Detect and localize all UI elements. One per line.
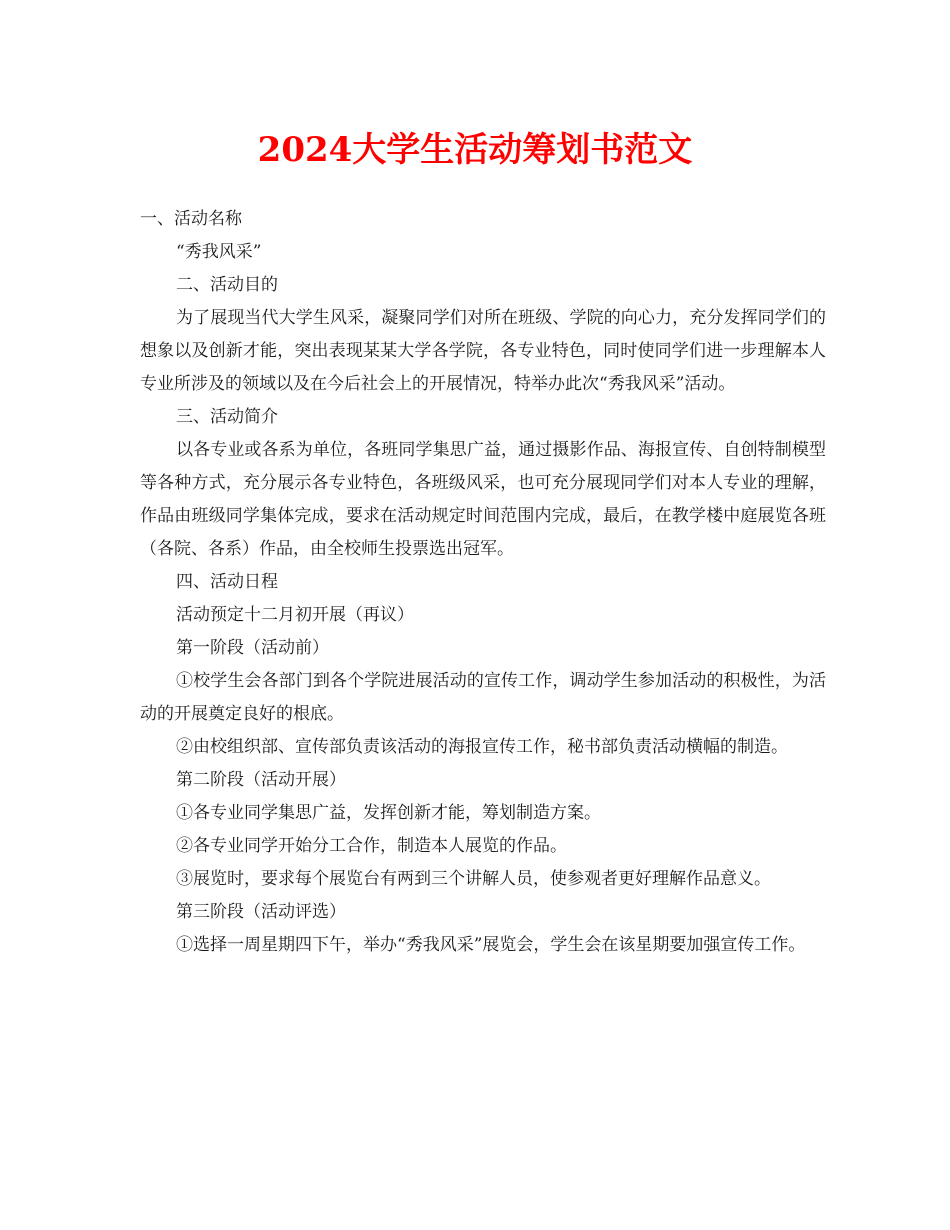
stage-one-heading: 第一阶段（活动前） — [176, 638, 329, 658]
stage-three-heading: 第三阶段（活动评选） — [176, 902, 346, 922]
stage-two-item-1: ①各专业同学集思广益，发挥创新才能，筹划制造方案。 — [176, 803, 601, 823]
activity-intro-paragraph: 以各专业或各系为单位，各班同学集思广益，通过摄影作品、海报宣传、自创特制模型等各种方式，充分展示各专业特色，各班级风采，也可充分展现同学们对本人专业的理解，作品由班级同学集体完成，要求在活动规定时间范围内完成，最后，在教学楼中庭展览各班（各院、各系）作品，由全校师生投票选出冠军。 — [140, 440, 826, 559]
activity-name-value: “秀我风采” — [176, 242, 262, 262]
stage-two-heading: 第二阶段（活动开展） — [176, 770, 346, 790]
stage-two-item-2: ②各专业同学开始分工合作，制造本人展览的作品。 — [176, 836, 567, 856]
section-heading-activity-schedule: 四、活动日程 — [176, 572, 278, 592]
schedule-note: 活动预定十二月初开展（再议） — [176, 605, 414, 625]
document-title: 2024大学生活动筹划书范文 — [257, 130, 693, 170]
section-heading-activity-name: 一、活动名称 — [140, 209, 242, 229]
stage-three-item-1: ①选择一周星期四下午，举办“秀我风采”展览会，学生会在该星期要加强宣传工作。 — [176, 935, 806, 955]
stage-two-item-3: ③展览时，要求每个展览台有两到三个讲解人员，使参观者更好理解作品意义。 — [176, 869, 771, 889]
stage-one-item-2: ②由校组织部、宣传部负责该活动的海报宣传工作，秘书部负责活动横幅的制造。 — [176, 737, 788, 757]
section-heading-activity-purpose: 二、活动目的 — [176, 275, 278, 295]
stage-one-item-1: ①校学生会各部门到各个学院进展活动的宣传工作，调动学生参加活动的积极性，为活动的开展奠定良好的根底。 — [140, 671, 826, 724]
document-body — [140, 203, 826, 962]
activity-purpose-paragraph: 为了展现当代大学生风采，凝聚同学们对所在班级、学院的向心力，充分发挥同学们的想象以及创新才能，突出表现某某大学各学院，各专业特色，同时使同学们进一步理解本人专业所涉及的领域以及在今后社会上的开展情况，特举办此次“秀我风采”活动。 — [140, 308, 826, 394]
section-heading-activity-intro: 三、活动简介 — [176, 407, 278, 427]
